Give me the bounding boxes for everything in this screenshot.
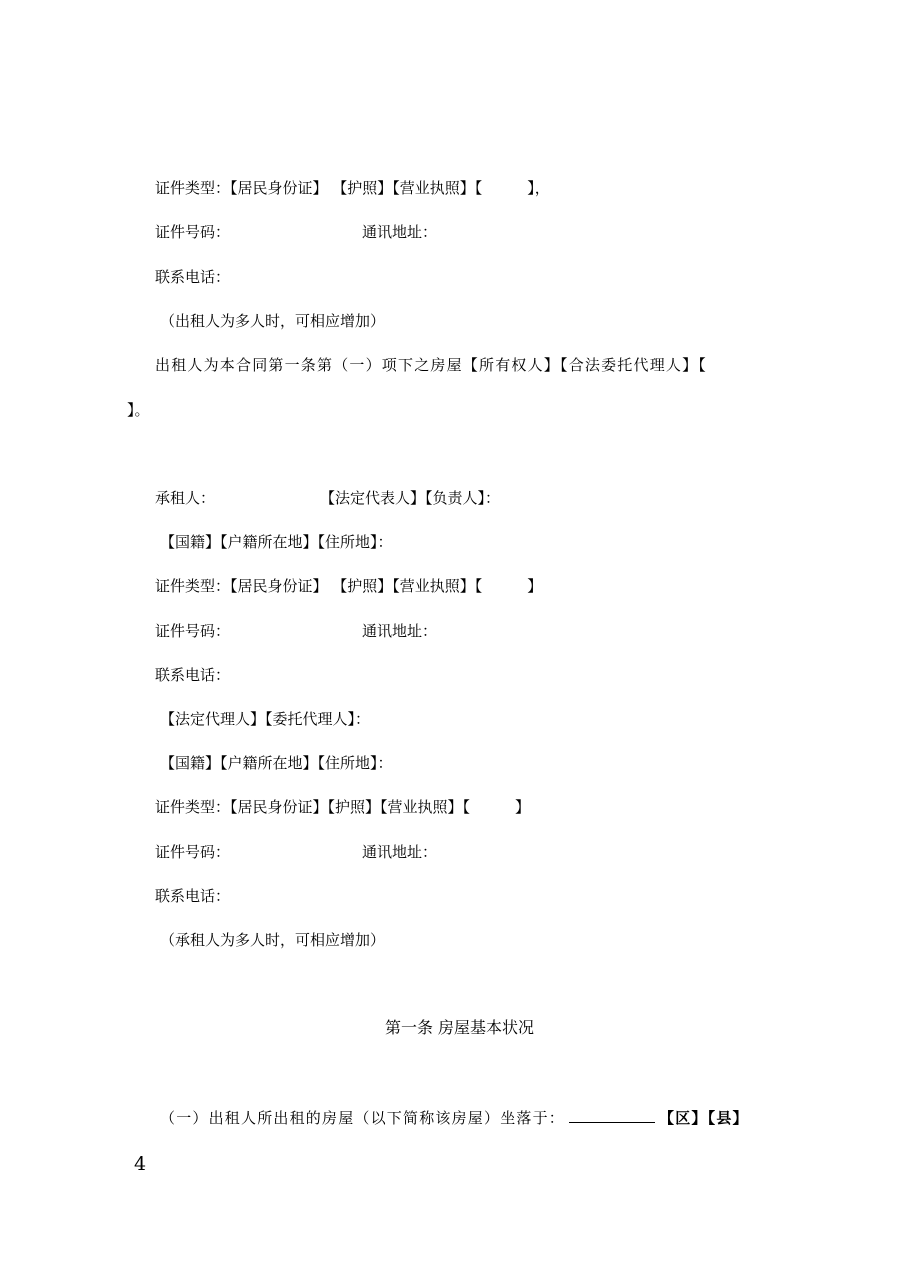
lessee-nationality-line: 【国籍】【户籍所在地】【住所地】： xyxy=(160,533,393,551)
lessee-id-type-line: 证件类型：【居民身份证】 【护照】【营业执照】【 】 xyxy=(155,577,543,595)
lessee-phone-label: 联系电话： xyxy=(155,666,231,684)
article-one-clause xyxy=(160,1107,749,1128)
article-one-heading: 第一条 房屋基本状况 xyxy=(384,1018,535,1037)
clause-prefix: （一）出租人所出租的房屋（以下简称该房屋）坐落于： xyxy=(160,1109,566,1127)
agent-id-number-label: 证件号码： xyxy=(155,843,231,861)
location-blank-line xyxy=(569,1107,655,1123)
lessor-phone-label: 联系电话： xyxy=(155,268,231,286)
lessee-note: （承租人为多人时，可相应增加） xyxy=(160,931,386,949)
ownership-clause-line1: 出租人为本合同第一条第（一）项下之房屋【所有权人】【合法委托代理人】【 xyxy=(155,356,708,374)
lessee-address-label: 通讯地址： xyxy=(362,622,438,640)
agent-phone-label: 联系电话： xyxy=(155,887,231,905)
lessee-id-number-label: 证件号码： xyxy=(155,622,231,640)
agent-nationality-line: 【国籍】【户籍所在地】【住所地】： xyxy=(160,754,393,772)
agent-address-label: 通讯地址： xyxy=(362,843,438,861)
lessor-id-type-line: 证件类型：【居民身份证】 【护照】【营业执照】【 】， xyxy=(155,179,550,197)
agent-id-type-line: 证件类型：【居民身份证】【护照】【营业执照】【 】 xyxy=(155,798,531,816)
lessor-address-label: 通讯地址： xyxy=(362,223,438,241)
ownership-clause-line2: 】。 xyxy=(127,401,150,419)
lessor-id-number-label: 证件号码： xyxy=(155,223,231,241)
agent-line: 【法定代理人】【委托代理人】： xyxy=(160,710,371,728)
lessee-line: 承租人： 【法定代表人】【负责人】： xyxy=(155,489,501,507)
lessor-note: （出租人为多人时，可相应增加） xyxy=(160,312,386,330)
clause-suffix: 【区】【县】 xyxy=(659,1109,749,1127)
page-number: 4 xyxy=(134,1153,147,1175)
